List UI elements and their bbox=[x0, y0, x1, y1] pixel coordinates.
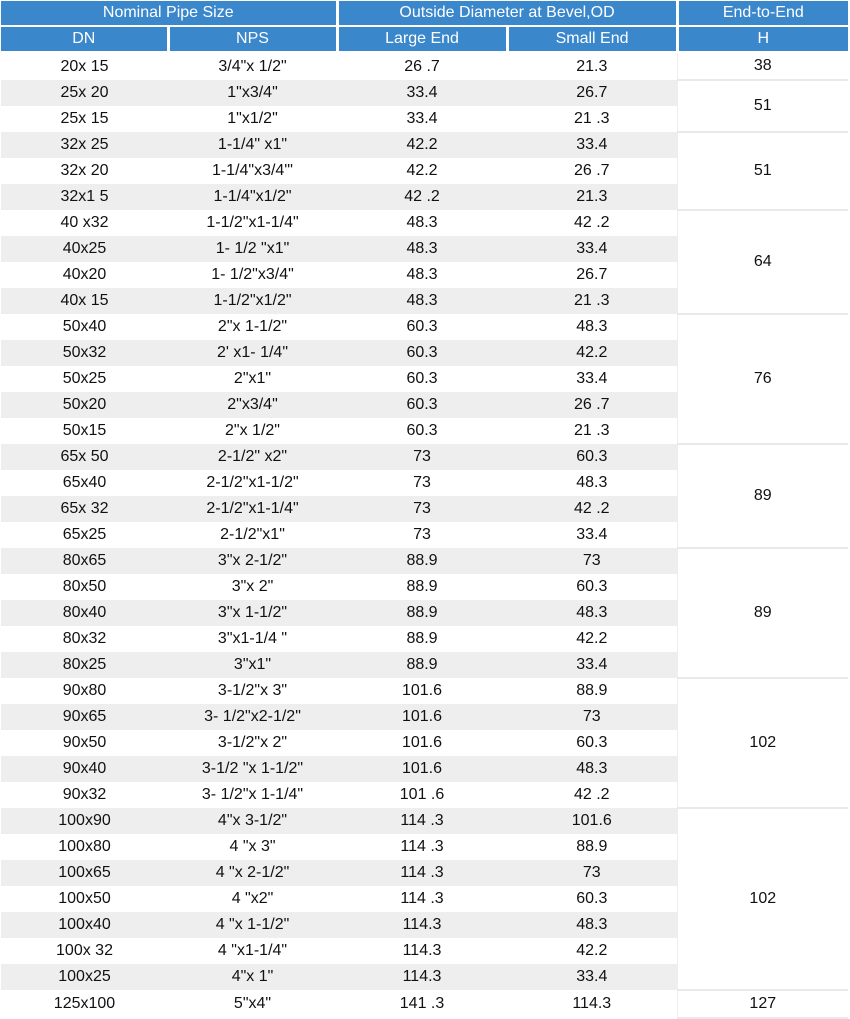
cell-large-end: 33.4 bbox=[337, 80, 507, 106]
cell-large-end: 88.9 bbox=[337, 652, 507, 678]
cell-small-end: 48.3 bbox=[507, 756, 677, 782]
cell-small-end: 42.2 bbox=[507, 938, 677, 964]
cell-large-end: 88.9 bbox=[337, 600, 507, 626]
cell-large-end: 114 .3 bbox=[337, 860, 507, 886]
cell-dn: 40 x32 bbox=[1, 210, 168, 236]
cell-dn: 25x 15 bbox=[1, 106, 168, 132]
cell-h: 51 bbox=[677, 80, 848, 132]
cell-dn: 100x65 bbox=[1, 860, 168, 886]
cell-large-end: 88.9 bbox=[337, 626, 507, 652]
cell-large-end: 60.3 bbox=[337, 392, 507, 418]
cell-large-end: 48.3 bbox=[337, 288, 507, 314]
cell-large-end: 114.3 bbox=[337, 912, 507, 938]
cell-nps: 1- 1/2"x3/4" bbox=[168, 262, 337, 288]
cell-nps: 3- 1/2"x2-1/2" bbox=[168, 704, 337, 730]
cell-dn: 40x25 bbox=[1, 236, 168, 262]
cell-large-end: 73 bbox=[337, 522, 507, 548]
cell-large-end: 60.3 bbox=[337, 340, 507, 366]
header-nps: NPS bbox=[168, 26, 337, 52]
cell-small-end: 73 bbox=[507, 704, 677, 730]
cell-nps: 3"x 1-1/2" bbox=[168, 600, 337, 626]
cell-large-end: 73 bbox=[337, 496, 507, 522]
cell-nps: 3"x1" bbox=[168, 652, 337, 678]
cell-h: 89 bbox=[677, 548, 848, 678]
cell-dn: 32x1 5 bbox=[1, 184, 168, 210]
cell-nps: 1-1/4" x1" bbox=[168, 132, 337, 158]
cell-dn: 80x50 bbox=[1, 574, 168, 600]
header-nominal-pipe-size: Nominal Pipe Size bbox=[1, 1, 337, 26]
cell-small-end: 21 .3 bbox=[507, 288, 677, 314]
cell-dn: 32x 20 bbox=[1, 158, 168, 184]
cell-nps: 3-1/2"x 3" bbox=[168, 678, 337, 704]
cell-dn: 65x25 bbox=[1, 522, 168, 548]
header-small-end: Small End bbox=[507, 26, 677, 52]
cell-dn: 100x25 bbox=[1, 964, 168, 990]
cell-dn: 50x20 bbox=[1, 392, 168, 418]
cell-nps: 1"x1/2" bbox=[168, 106, 337, 132]
cell-large-end: 42 .2 bbox=[337, 184, 507, 210]
cell-dn: 100x 32 bbox=[1, 938, 168, 964]
cell-large-end: 26 .7 bbox=[337, 52, 507, 80]
cell-small-end: 21.3 bbox=[507, 184, 677, 210]
cell-large-end: 48.3 bbox=[337, 262, 507, 288]
table-row bbox=[1, 990, 848, 1018]
cell-dn: 125x100 bbox=[1, 990, 168, 1018]
cell-small-end: 33.4 bbox=[507, 964, 677, 990]
cell-nps: 2-1/2"x1-1/4" bbox=[168, 496, 337, 522]
cell-nps: 2"x 1/2" bbox=[168, 418, 337, 444]
cell-nps: 3"x 2" bbox=[168, 574, 337, 600]
cell-small-end: 26 .7 bbox=[507, 158, 677, 184]
cell-large-end: 101.6 bbox=[337, 756, 507, 782]
cell-nps: 2"x 1-1/2" bbox=[168, 314, 337, 340]
cell-large-end: 101.6 bbox=[337, 704, 507, 730]
cell-large-end: 141 .3 bbox=[337, 990, 507, 1018]
cell-large-end: 114 .3 bbox=[337, 808, 507, 834]
header-row-groups bbox=[1, 1, 848, 26]
cell-nps: 3"x1-1/4 " bbox=[168, 626, 337, 652]
cell-small-end: 48.3 bbox=[507, 314, 677, 340]
cell-small-end: 88.9 bbox=[507, 678, 677, 704]
cell-nps: 2-1/2"x1" bbox=[168, 522, 337, 548]
cell-nps: 4 "x 1-1/2" bbox=[168, 912, 337, 938]
cell-h: 89 bbox=[677, 444, 848, 548]
table-row bbox=[1, 210, 848, 236]
cell-small-end: 33.4 bbox=[507, 236, 677, 262]
cell-dn: 50x32 bbox=[1, 340, 168, 366]
cell-large-end: 42.2 bbox=[337, 132, 507, 158]
cell-dn: 100x50 bbox=[1, 886, 168, 912]
cell-large-end: 88.9 bbox=[337, 548, 507, 574]
cell-dn: 100x40 bbox=[1, 912, 168, 938]
header-row-columns bbox=[1, 26, 848, 52]
cell-nps: 4 "x 3" bbox=[168, 834, 337, 860]
cell-nps: 2"x3/4" bbox=[168, 392, 337, 418]
cell-dn: 90x65 bbox=[1, 704, 168, 730]
cell-dn: 65x 32 bbox=[1, 496, 168, 522]
cell-nps: 5"x4" bbox=[168, 990, 337, 1018]
cell-small-end: 101.6 bbox=[507, 808, 677, 834]
cell-dn: 40x20 bbox=[1, 262, 168, 288]
cell-small-end: 73 bbox=[507, 860, 677, 886]
cell-small-end: 88.9 bbox=[507, 834, 677, 860]
cell-large-end: 48.3 bbox=[337, 236, 507, 262]
cell-small-end: 60.3 bbox=[507, 444, 677, 470]
table-row bbox=[1, 678, 848, 704]
table-row bbox=[1, 80, 848, 106]
cell-dn: 32x 25 bbox=[1, 132, 168, 158]
cell-nps: 3"x 2-1/2" bbox=[168, 548, 337, 574]
cell-small-end: 48.3 bbox=[507, 600, 677, 626]
cell-large-end: 114 .3 bbox=[337, 886, 507, 912]
cell-large-end: 114.3 bbox=[337, 964, 507, 990]
cell-large-end: 114 .3 bbox=[337, 834, 507, 860]
cell-h: 76 bbox=[677, 314, 848, 444]
cell-small-end: 26.7 bbox=[507, 262, 677, 288]
cell-nps: 1"x3/4" bbox=[168, 80, 337, 106]
cell-dn: 50x25 bbox=[1, 366, 168, 392]
cell-dn: 90x32 bbox=[1, 782, 168, 808]
cell-small-end: 60.3 bbox=[507, 886, 677, 912]
cell-dn: 20x 15 bbox=[1, 52, 168, 80]
cell-small-end: 60.3 bbox=[507, 574, 677, 600]
cell-nps: 1-1/2"x1/2" bbox=[168, 288, 337, 314]
cell-small-end: 33.4 bbox=[507, 652, 677, 678]
cell-small-end: 26.7 bbox=[507, 80, 677, 106]
cell-nps: 4 "x 2-1/2" bbox=[168, 860, 337, 886]
cell-h: 102 bbox=[677, 678, 848, 808]
cell-small-end: 33.4 bbox=[507, 366, 677, 392]
cell-small-end: 33.4 bbox=[507, 522, 677, 548]
cell-nps: 1- 1/2 "x1" bbox=[168, 236, 337, 262]
cell-small-end: 73 bbox=[507, 548, 677, 574]
cell-nps: 4 "x1-1/4" bbox=[168, 938, 337, 964]
cell-dn: 50x15 bbox=[1, 418, 168, 444]
cell-dn: 90x40 bbox=[1, 756, 168, 782]
cell-dn: 90x80 bbox=[1, 678, 168, 704]
cell-large-end: 114.3 bbox=[337, 938, 507, 964]
reducer-dimension-table bbox=[1, 1, 848, 1019]
cell-dn: 65x 50 bbox=[1, 444, 168, 470]
cell-small-end: 48.3 bbox=[507, 912, 677, 938]
cell-nps: 2-1/2" x2" bbox=[168, 444, 337, 470]
cell-small-end: 42 .2 bbox=[507, 496, 677, 522]
cell-small-end: 33.4 bbox=[507, 132, 677, 158]
cell-large-end: 101.6 bbox=[337, 730, 507, 756]
table-row bbox=[1, 548, 848, 574]
cell-large-end: 88.9 bbox=[337, 574, 507, 600]
cell-dn: 80x32 bbox=[1, 626, 168, 652]
cell-dn: 25x 20 bbox=[1, 80, 168, 106]
table-row bbox=[1, 314, 848, 340]
cell-small-end: 42 .2 bbox=[507, 210, 677, 236]
cell-small-end: 42.2 bbox=[507, 626, 677, 652]
cell-small-end: 21 .3 bbox=[507, 418, 677, 444]
cell-large-end: 73 bbox=[337, 444, 507, 470]
cell-dn: 40x 15 bbox=[1, 288, 168, 314]
cell-large-end: 101.6 bbox=[337, 678, 507, 704]
table-header bbox=[1, 1, 848, 52]
cell-nps: 2"x1" bbox=[168, 366, 337, 392]
cell-dn: 80x40 bbox=[1, 600, 168, 626]
cell-h: 64 bbox=[677, 210, 848, 314]
header-large-end: Large End bbox=[337, 26, 507, 52]
cell-nps: 1-1/2"x1-1/4" bbox=[168, 210, 337, 236]
cell-small-end: 60.3 bbox=[507, 730, 677, 756]
table-row bbox=[1, 132, 848, 158]
table-row bbox=[1, 52, 848, 80]
cell-large-end: 42.2 bbox=[337, 158, 507, 184]
cell-large-end: 101 .6 bbox=[337, 782, 507, 808]
header-h: H bbox=[677, 26, 848, 52]
cell-nps: 2-1/2"x1-1/2" bbox=[168, 470, 337, 496]
cell-large-end: 60.3 bbox=[337, 366, 507, 392]
cell-small-end: 48.3 bbox=[507, 470, 677, 496]
cell-h: 127 bbox=[677, 990, 848, 1018]
cell-small-end: 42.2 bbox=[507, 340, 677, 366]
cell-h: 38 bbox=[677, 52, 848, 80]
cell-small-end: 21.3 bbox=[507, 52, 677, 80]
cell-nps: 3- 1/2"x 1-1/4" bbox=[168, 782, 337, 808]
cell-dn: 100x80 bbox=[1, 834, 168, 860]
cell-nps: 3/4"x 1/2" bbox=[168, 52, 337, 80]
cell-dn: 100x90 bbox=[1, 808, 168, 834]
header-end-to-end: End-to-End bbox=[677, 1, 848, 26]
cell-large-end: 33.4 bbox=[337, 106, 507, 132]
cell-dn: 90x50 bbox=[1, 730, 168, 756]
table-row bbox=[1, 808, 848, 834]
cell-nps: 3-1/2 "x 1-1/2" bbox=[168, 756, 337, 782]
cell-small-end: 114.3 bbox=[507, 990, 677, 1018]
cell-nps: 4"x 3-1/2" bbox=[168, 808, 337, 834]
cell-dn: 80x65 bbox=[1, 548, 168, 574]
cell-nps: 1-1/4"x1/2" bbox=[168, 184, 337, 210]
cell-dn: 50x40 bbox=[1, 314, 168, 340]
cell-large-end: 60.3 bbox=[337, 314, 507, 340]
cell-dn: 65x40 bbox=[1, 470, 168, 496]
cell-nps: 4"x 1" bbox=[168, 964, 337, 990]
cell-large-end: 48.3 bbox=[337, 210, 507, 236]
cell-large-end: 73 bbox=[337, 470, 507, 496]
cell-small-end: 26 .7 bbox=[507, 392, 677, 418]
table-row bbox=[1, 444, 848, 470]
cell-h: 51 bbox=[677, 132, 848, 210]
header-dn: DN bbox=[1, 26, 168, 52]
cell-nps: 2' x1- 1/4" bbox=[168, 340, 337, 366]
cell-h: 102 bbox=[677, 808, 848, 990]
cell-nps: 4 "x2" bbox=[168, 886, 337, 912]
cell-large-end: 60.3 bbox=[337, 418, 507, 444]
cell-small-end: 21 .3 bbox=[507, 106, 677, 132]
cell-nps: 1-1/4"x3/4"' bbox=[168, 158, 337, 184]
cell-dn: 80x25 bbox=[1, 652, 168, 678]
table-body bbox=[1, 52, 848, 1018]
cell-small-end: 42 .2 bbox=[507, 782, 677, 808]
header-outside-diameter: Outside Diameter at Bevel,OD bbox=[337, 1, 677, 26]
cell-nps: 3-1/2"x 2" bbox=[168, 730, 337, 756]
